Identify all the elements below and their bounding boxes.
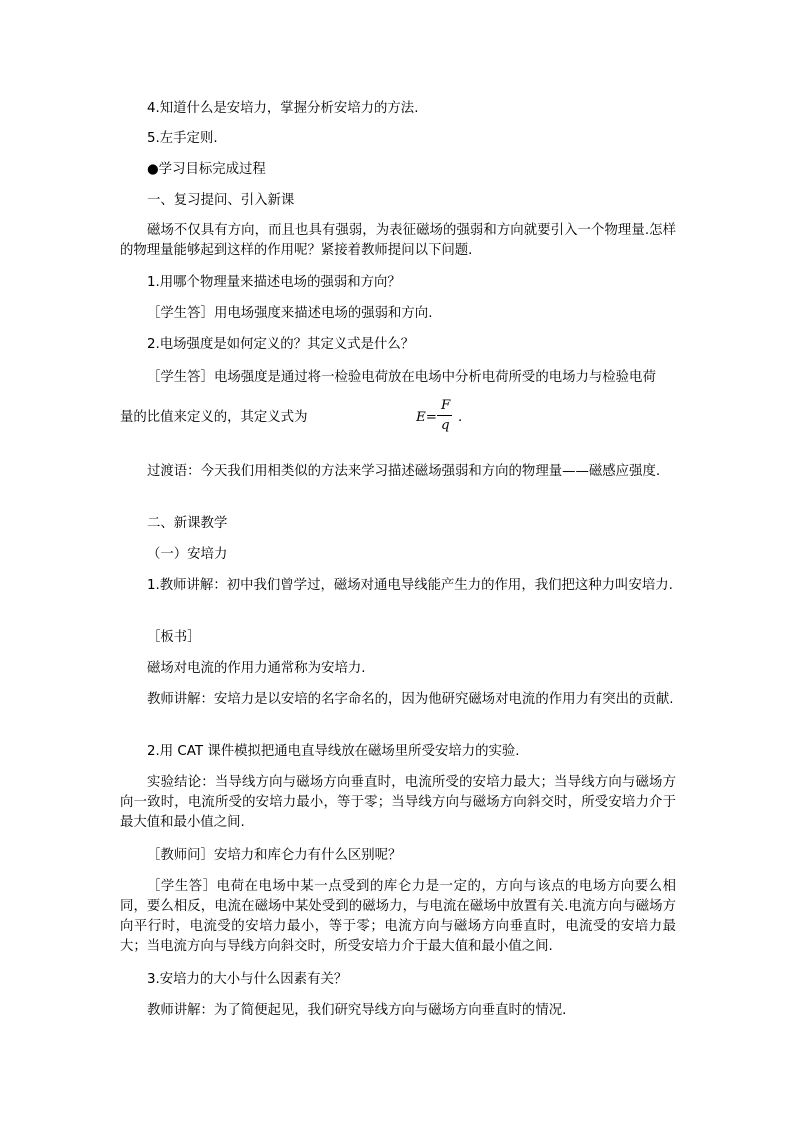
heading-review: 一、复习提问、引入新课 — [147, 193, 295, 208]
answer-2: ［学生答］电场强度是通过将一检验电荷放在电场中分析电荷所受的电场力与检验电荷 — [147, 370, 656, 385]
answer-1: ［学生答］用电场强度来描述电场的强弱和方向. — [147, 306, 433, 321]
teacher-question: ［教师问］安培力和库仑力有什么区别呢？ — [147, 848, 402, 863]
teacher-explanation-3: 教师讲解：为了简便起见，我们研究导线方向与磁场方向垂直时的情况. — [147, 1003, 567, 1018]
question-3: 3.安培力的大小与什么因素有关？ — [147, 972, 348, 987]
fraction-numerator: F — [441, 398, 451, 413]
formula-period: . — [458, 410, 463, 425]
objective-5: 5.左手定则. — [147, 131, 218, 146]
heading-new-lesson: 二、新课教学 — [147, 516, 228, 531]
blackboard-content: 磁场对电流的作用力通常称为安培力. — [147, 661, 366, 676]
student-answer-3: ［学生答］电荷在电场中某一点受到的库仑力是一定的，方向与该点的电场方向要么相同，要么相反，电流在磁场中某处受到的磁场力，与电流在磁场中放置有关.电流方向与磁场方向平行时，电流受的安培力最小，等于零；电流方向与磁场方向垂直时，电流受的安培力最大；当电流方向与导线方向斜交时，所受安培力介于最大值和最小值之间. — [120, 879, 676, 954]
experiment-conclusion: 实验结论：当导线方向与磁场方向垂直时，电流所受的安培力最大；当导线方向与磁场方向一致时，电流所受的安培力最小，等于零；当导线方向与磁场方向斜交时，所受安培力介于最大值和最小值之间. — [120, 775, 676, 830]
formula-equals: = — [425, 410, 438, 425]
blackboard-label: ［板书］ — [147, 630, 201, 645]
formula-lhs — [416, 408, 437, 428]
heading-ampere-force: （一）安培力 — [147, 547, 228, 562]
formula-fraction — [436, 396, 456, 436]
formula-E: E — [416, 410, 426, 425]
intro-paragraph: 磁场不仅具有方向，而且也具有强弱，为表征磁场的强弱和方向就要引入一个物理量.怎样的物理量能够起到这样的作用呢？紧接着教师提问以下问题. — [120, 223, 676, 258]
experiment-step: 2.用 CAT 课件模拟把通电直导线放在磁场里所受安培力的实验. — [147, 744, 520, 759]
fraction-denominator: q — [441, 418, 450, 433]
answer-2-formula-line — [120, 396, 676, 436]
question-2: 2.电场强度是如何定义的？其定义式是什么？ — [147, 337, 415, 352]
teacher-explanation-1: 1.教师讲解：初中我们曾学过，磁场对通电导线能产生力的作用，我们把这种力叫安培力. — [147, 578, 673, 593]
objective-4: 4.知道什么是安培力，掌握分析安培力的方法. — [147, 101, 419, 116]
answer-2-continuation: 量的比值来定义的，其定义式为 — [120, 410, 308, 425]
section-heading-process: ●学习目标完成过程 — [147, 162, 266, 177]
transition-paragraph: 过渡语：今天我们用相类似的方法来学习描述磁场强弱和方向的物理量——磁感应强度. — [147, 464, 661, 479]
teacher-explanation-2: 教师讲解：安培力是以安培的名字命名的，因为他研究磁场对电流的作用力有突出的贡献. — [147, 692, 674, 707]
question-1: 1.用哪个物理量来描述电场的强弱和方向？ — [147, 275, 401, 290]
